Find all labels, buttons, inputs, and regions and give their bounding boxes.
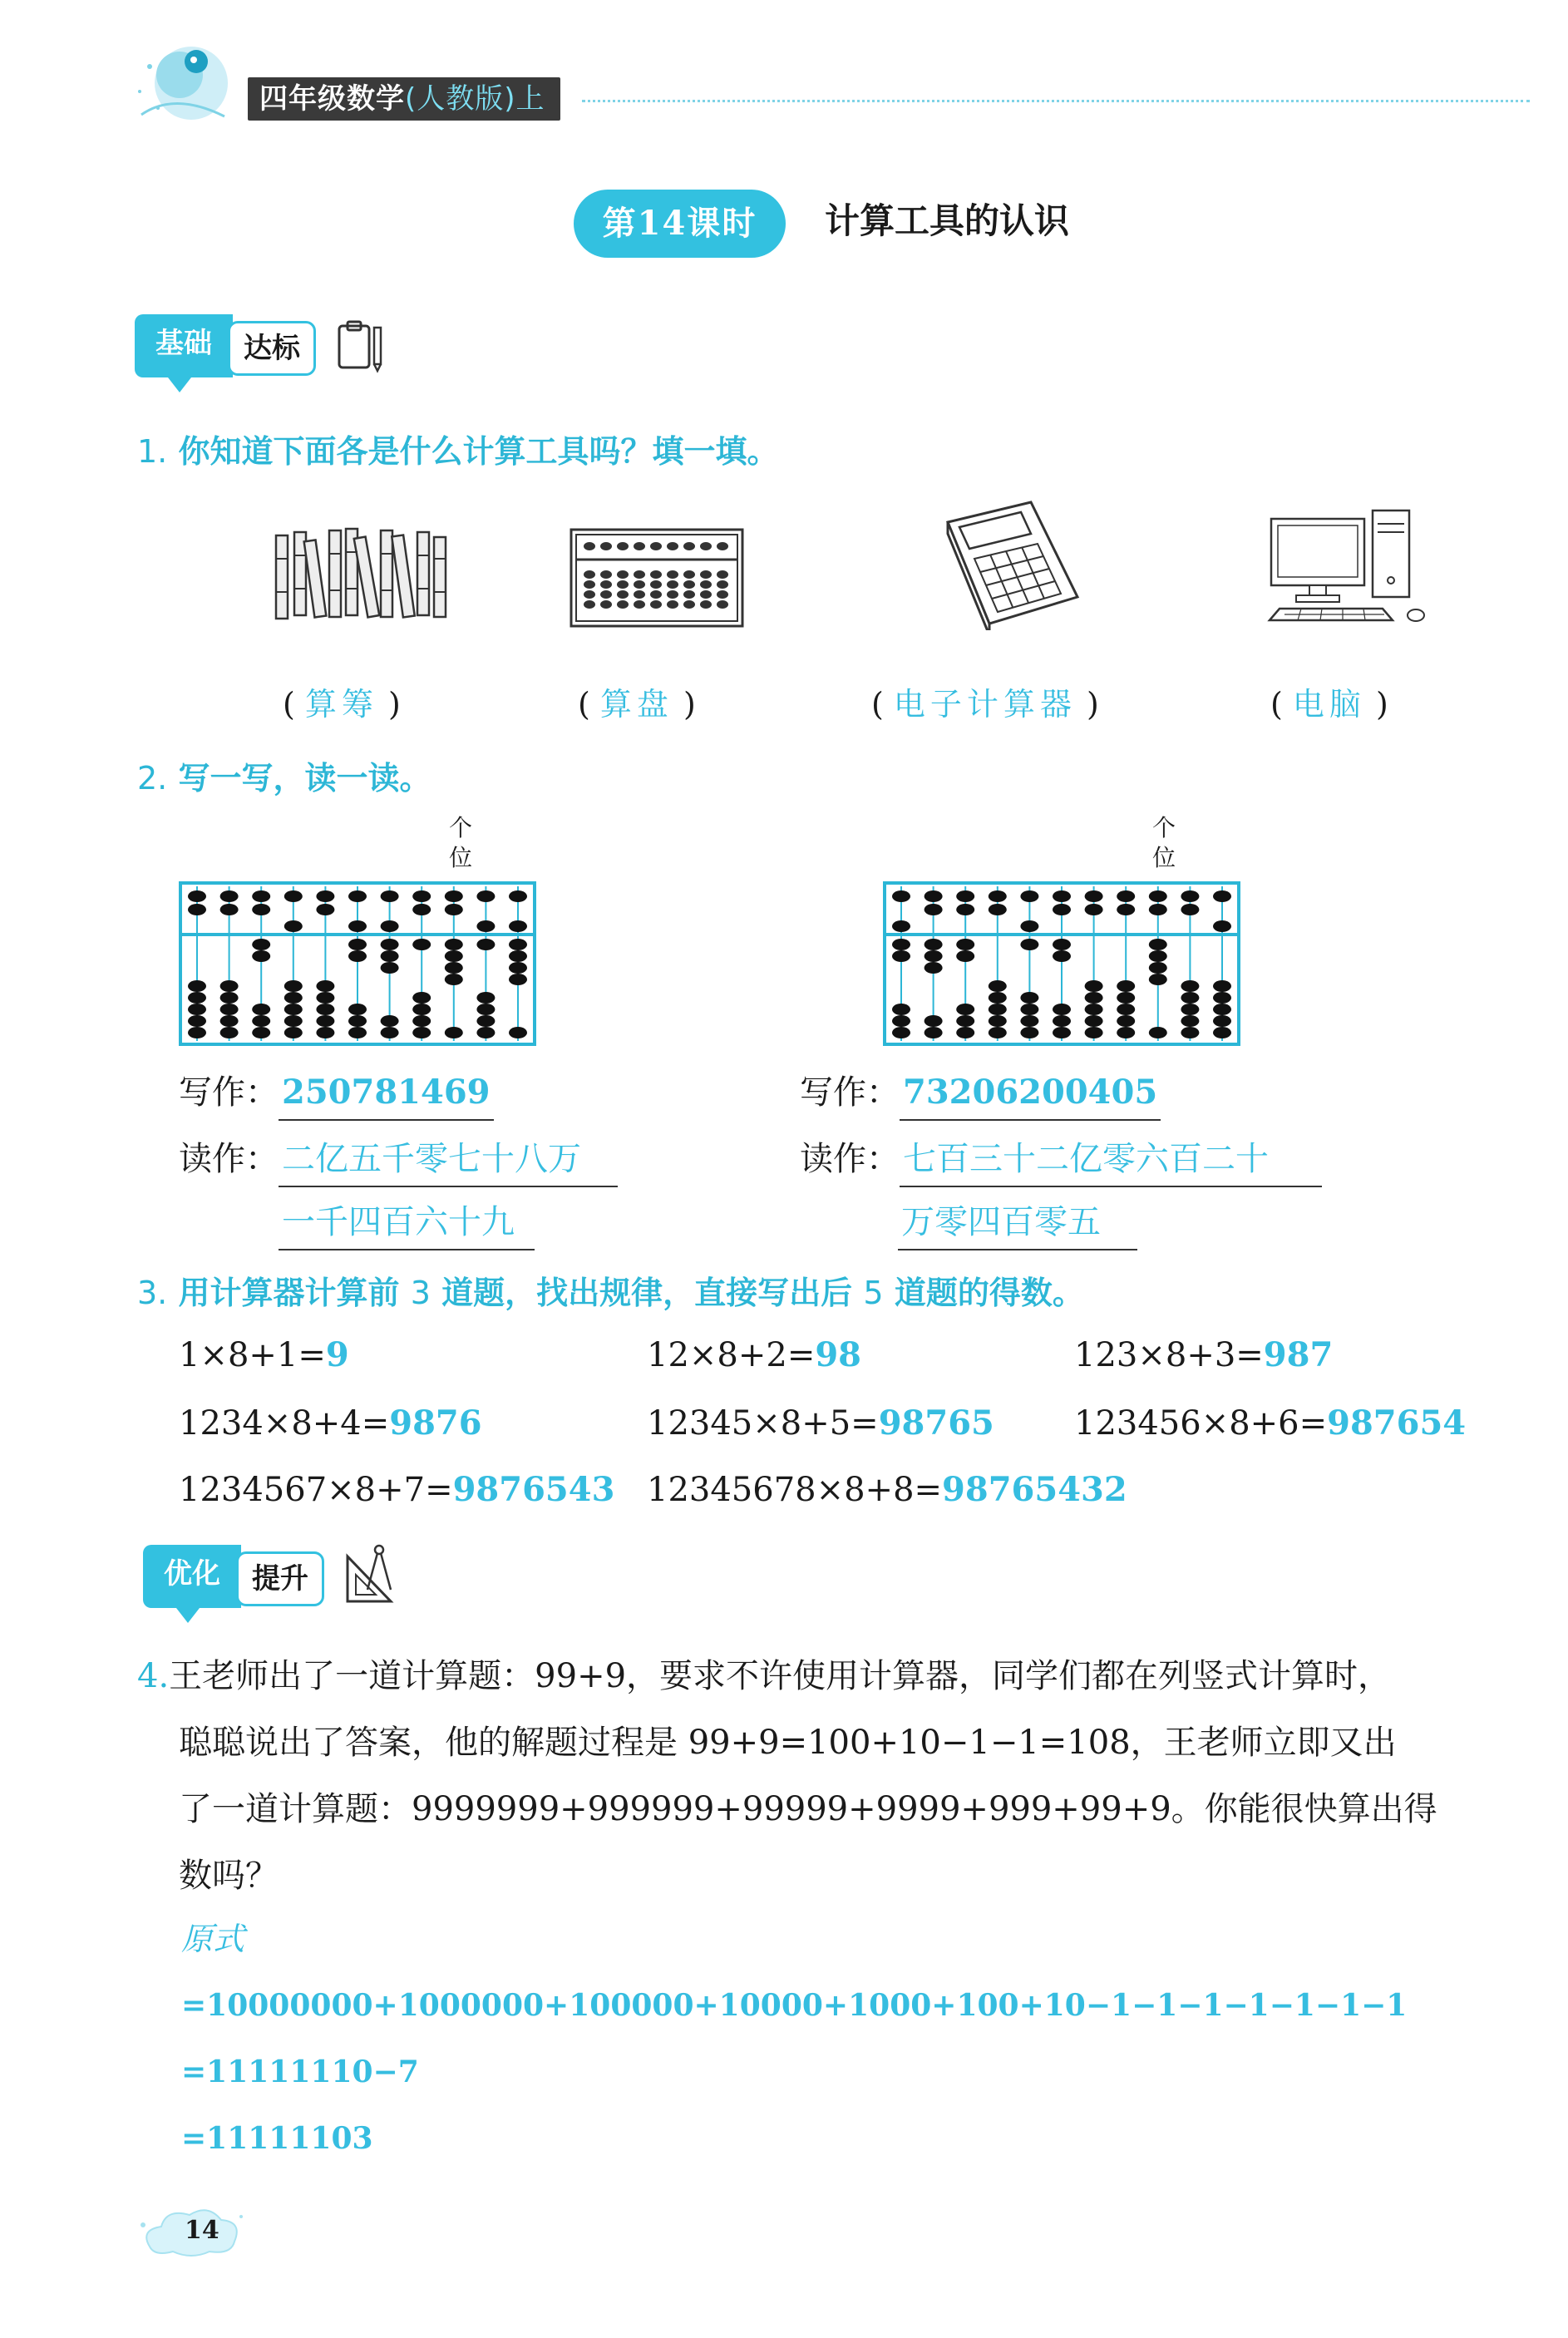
abacus-bead (892, 1004, 910, 1015)
abacus-bead (381, 890, 399, 902)
equation (179, 1330, 349, 1380)
abacus-bead (925, 1027, 943, 1038)
abacus-bead (1085, 1015, 1103, 1027)
abacus-bead (509, 890, 527, 902)
question-4 (137, 1643, 1567, 1709)
equation-expr: 12345678×8+8= (647, 1471, 943, 1509)
abacus-bead (1053, 1027, 1071, 1038)
abacus-bead (316, 992, 334, 1004)
abacus-bead (925, 950, 943, 962)
question-number: 2. (137, 760, 168, 797)
abacus-bead (412, 904, 431, 915)
equation-expr: 123×8+3= (1074, 1336, 1264, 1374)
abacus-bead (188, 980, 206, 992)
abacus-bead (1085, 904, 1103, 915)
abacus-bead (989, 890, 1007, 902)
equation (179, 1465, 614, 1515)
abacus-bead (509, 962, 527, 974)
abacus-bead (1149, 1027, 1167, 1038)
label-char: 个 (1152, 814, 1176, 841)
abacus-bead (1213, 920, 1231, 932)
abacus-bead (1085, 980, 1103, 992)
abacus-bead (1181, 980, 1199, 992)
write-label: 写作： (800, 1073, 900, 1112)
abacus-bead (1053, 890, 1071, 902)
lesson-title: 计算工具的认识 (825, 200, 1070, 241)
equation-answer: 987 (1263, 1335, 1334, 1374)
abacus-bead (412, 992, 431, 1004)
abacus-bead (956, 1015, 974, 1027)
answer-text: 电脑 (1292, 686, 1366, 723)
page-number: 14 (185, 2216, 219, 2245)
abacus-bead (1213, 992, 1231, 1004)
abacus-bead (316, 1015, 334, 1027)
book-title-banner (248, 77, 560, 121)
abacus-bead (348, 1027, 367, 1038)
abacus-bead (348, 1004, 367, 1015)
abacus-bead (348, 939, 367, 950)
abacus-bead (476, 890, 495, 902)
abacus-bead (1053, 950, 1071, 962)
header-divider (582, 100, 1530, 102)
read-line-left (179, 1132, 618, 1187)
answer-slot-1: ( 算筹 ) (283, 686, 401, 723)
abacus-bead (188, 1004, 206, 1015)
abacus-bead (1149, 974, 1167, 985)
section-badge-label: 优化 (143, 1545, 241, 1608)
abacus-bead (1117, 1015, 1135, 1027)
question-text: 道题的得数。 (894, 1275, 1084, 1311)
abacus-bead (892, 1015, 910, 1027)
abacus-bead (445, 904, 463, 915)
abacus-bead (1149, 904, 1167, 915)
read-line-right-2 (898, 1196, 1137, 1250)
abacus-bead (412, 939, 431, 950)
abacus-bead (252, 939, 270, 950)
write-line-right (800, 1066, 1161, 1121)
abacus-bead (1149, 890, 1167, 902)
abacus-bead (509, 939, 527, 950)
abacus-bead (989, 904, 1007, 915)
abacus-bead (1181, 1004, 1199, 1015)
abacus-bead (252, 1027, 270, 1038)
abacus-bead (412, 890, 431, 902)
equation-expr: 1234567×8+7= (179, 1471, 453, 1509)
abacus-bead (925, 939, 943, 950)
abacus-bead (381, 939, 399, 950)
abacus-bead (381, 950, 399, 962)
equation-expr: 1×8+1= (179, 1336, 326, 1374)
abacus-bead (188, 904, 206, 915)
abacus-bead (252, 890, 270, 902)
calculator-icon (931, 497, 1081, 634)
abacus-bead (476, 1027, 495, 1038)
abacus-bead (509, 920, 527, 932)
abacus-bead (1149, 950, 1167, 962)
abacus-bead (1181, 1015, 1199, 1027)
write-label: 写作： (179, 1073, 279, 1112)
abacus-bead (252, 1015, 270, 1027)
ruler-compass-icon (343, 1540, 401, 1610)
abacus-bead (1053, 1015, 1071, 1027)
abacus-bead (381, 962, 399, 974)
book-edition: (人教版)上 (405, 82, 545, 116)
equation (1074, 1330, 1333, 1380)
question-number: 3. (137, 1275, 168, 1311)
equation (647, 1465, 1127, 1515)
abacus-bead (892, 939, 910, 950)
abacus-bead (1117, 904, 1135, 915)
read-text: 二亿五千零七十八万 (279, 1132, 618, 1187)
question-4-line: 了一道计算题：9999999+999999+99999+9999+999+99+9。你能很快算出得 (179, 1790, 1437, 1828)
abacus-bead (284, 992, 303, 1004)
abacus-bead (1085, 1027, 1103, 1038)
abacus-bead (509, 950, 527, 962)
equation-answer: 98 (815, 1335, 862, 1374)
abacus-bead (284, 1027, 303, 1038)
solution-start: 原式 (181, 1921, 245, 1957)
abacus-bead (1085, 992, 1103, 1004)
abacus-bead (956, 1004, 974, 1015)
section-badge-label: 基础 (135, 314, 233, 377)
answer-slot-3: ( 电子计算器 ) (871, 686, 1099, 723)
abacus-bead (220, 1027, 239, 1038)
label-char: 位 (449, 844, 473, 871)
abacus-bead (220, 1004, 239, 1015)
read-label: 读作： (800, 1140, 900, 1178)
abacus-bead (188, 1027, 206, 1038)
abacus-bead (220, 904, 239, 915)
counting-rods-icon (274, 525, 449, 629)
solution-step: =11111110−7 (181, 2054, 419, 2089)
abacus-bead (1117, 890, 1135, 902)
abacus-bead (252, 950, 270, 962)
book-title: 四年级数学 (259, 82, 405, 116)
abacus-bead (1117, 1004, 1135, 1015)
read-line-left-2 (279, 1196, 535, 1250)
abacus-bead (956, 939, 974, 950)
label-char: 位 (1152, 844, 1176, 871)
ones-place-label (449, 813, 472, 873)
question-count: 5 (863, 1275, 884, 1311)
question-text: 王老师出了一道计算题：99+9，要求不许使用计算器，同学们都在列竖式计算时， (169, 1657, 1392, 1695)
abacus-bead (1020, 939, 1038, 950)
abacus-bead (284, 1015, 303, 1027)
abacus-bead (316, 980, 334, 992)
abacus-bead (956, 1027, 974, 1038)
question-number: 1. (137, 433, 168, 470)
abacus-bead (1117, 992, 1135, 1004)
abacus-bead (1053, 904, 1071, 915)
header-logo (125, 33, 249, 133)
section-badge-basic (135, 314, 351, 377)
question-number: 4. (137, 1657, 170, 1695)
abacus-bead (1149, 962, 1167, 974)
written-number: 73206200405 (900, 1066, 1161, 1121)
abacus-bead (956, 890, 974, 902)
read-text: 万零四百零五 (898, 1196, 1137, 1250)
abacus-bead (445, 1027, 463, 1038)
abacus-bead (1181, 904, 1199, 915)
abacus-bead (925, 962, 943, 974)
abacus-bead (476, 992, 495, 1004)
abacus-bead (316, 1027, 334, 1038)
abacus-bead (1020, 890, 1038, 902)
question-text: 写一写，读一读。 (178, 760, 431, 797)
abacus-bead (188, 992, 206, 1004)
equation (179, 1398, 482, 1448)
abacus-bead (220, 890, 239, 902)
abacus-bead (284, 980, 303, 992)
abacus-bead (925, 904, 943, 915)
abacus-bead (188, 890, 206, 902)
computer-icon (1260, 506, 1434, 629)
question-1 (137, 426, 779, 471)
written-number: 250781469 (279, 1066, 494, 1121)
equation-answer: 98765432 (942, 1470, 1127, 1509)
equation-answer: 9876543 (452, 1470, 615, 1509)
abacus-bead (1149, 939, 1167, 950)
abacus-bead (989, 1015, 1007, 1027)
abacus-bead (284, 890, 303, 902)
abacus-bead (1053, 939, 1071, 950)
abacus-bead (925, 890, 943, 902)
abacus-bead (989, 992, 1007, 1004)
abacus-bead (956, 950, 974, 962)
label-char: 个 (449, 814, 473, 841)
read-text: 一千四百六十九 (279, 1196, 535, 1250)
abacus-bead (445, 950, 463, 962)
question-3 (137, 1267, 1084, 1313)
abacus-bead (220, 992, 239, 1004)
question-4-line: 聪聪说出了答案，他的解题过程是 99+9=100+10−1−1=108，王老师立即又出 (179, 1724, 1397, 1762)
abacus-bead (1213, 980, 1231, 992)
abacus-bead (1181, 1027, 1199, 1038)
abacus-bead (220, 980, 239, 992)
abacus-bead (989, 1004, 1007, 1015)
equation (647, 1330, 861, 1380)
abacus-bead (445, 974, 463, 985)
abacus-bead (412, 1015, 431, 1027)
abacus-bead (1020, 992, 1038, 1004)
abacus-bead (989, 1027, 1007, 1038)
abacus-bead (476, 1004, 495, 1015)
abacus-bead (509, 974, 527, 985)
answer-slot-4: ( 电脑 ) (1270, 686, 1388, 723)
solution-step: =10000000+1000000+100000+10000+1000+100+10−1−1−1−1−1−1−1 (181, 1988, 1408, 2023)
abacus-bead (220, 1015, 239, 1027)
equation (1074, 1398, 1466, 1448)
question-text: 道题，找出规律，直接写出后 (441, 1275, 853, 1311)
abacus-bead (284, 1004, 303, 1015)
answer-text: 电子计算器 (893, 686, 1077, 723)
equation-expr: 12×8+2= (647, 1336, 816, 1374)
question-text: 用计算器计算前 (178, 1275, 400, 1311)
abacus-bead (1181, 992, 1199, 1004)
abacus-diagram-left (179, 881, 536, 1049)
abacus-bead (1181, 890, 1199, 902)
abacus-bead (989, 980, 1007, 992)
abacus-bead (892, 1027, 910, 1038)
read-line-right (800, 1132, 1322, 1187)
ones-place-label (1152, 813, 1176, 873)
abacus-bead (892, 950, 910, 962)
abacus-bead (348, 890, 367, 902)
solution-step: =11111103 (181, 2121, 373, 2156)
section-badge-advanced (143, 1545, 359, 1608)
abacus-bead (445, 939, 463, 950)
abacus-bead (445, 962, 463, 974)
clipboard-icon (333, 318, 391, 379)
equation-expr: 12345×8+5= (647, 1404, 879, 1443)
equation-answer: 9 (325, 1335, 349, 1374)
equation (647, 1398, 994, 1448)
abacus-bead (1117, 1027, 1135, 1038)
equation-answer: 98765 (878, 1403, 994, 1443)
abacus-bead (1020, 920, 1038, 932)
equation-expr: 123456×8+6= (1074, 1404, 1328, 1443)
abacus-bead (476, 1015, 495, 1027)
write-line-left (179, 1066, 494, 1121)
answer-text: 算盘 (599, 686, 673, 723)
abacus-bead (1213, 1004, 1231, 1015)
lesson-number-badge: 第14课时 (574, 190, 786, 258)
abacus-bead (348, 1015, 367, 1027)
abacus-bead (252, 904, 270, 915)
abacus-bead (381, 920, 399, 932)
abacus-icon (570, 528, 744, 631)
abacus-bead (188, 1015, 206, 1027)
abacus-bead (412, 1004, 431, 1015)
abacus-bead (1053, 1004, 1071, 1015)
abacus-bead (1213, 1027, 1231, 1038)
abacus-bead (1085, 1004, 1103, 1015)
abacus-bead (1213, 1015, 1231, 1027)
question-4-line (137, 1643, 1567, 1709)
abacus-bead (348, 950, 367, 962)
abacus-bead (316, 904, 334, 915)
abacus-bead (412, 1027, 431, 1038)
abacus-bead (381, 1015, 399, 1027)
question-count: 3 (410, 1275, 431, 1311)
section-badge-sublabel: 达标 (228, 321, 316, 376)
abacus-bead (1085, 890, 1103, 902)
abacus-bead (1020, 1004, 1038, 1015)
abacus-bead (1020, 1015, 1038, 1027)
read-text: 七百三十二亿零六百二十 (900, 1132, 1322, 1187)
abacus-bead (445, 890, 463, 902)
equation-expr: 1234×8+4= (179, 1404, 390, 1443)
abacus-bead (316, 890, 334, 902)
read-label: 读作： (179, 1140, 279, 1178)
section-badge-sublabel: 提升 (236, 1551, 324, 1606)
abacus-bead (925, 1015, 943, 1027)
abacus-bead (381, 1027, 399, 1038)
question-text: 你知道下面各是什么计算工具吗？填一填。 (178, 433, 779, 470)
abacus-bead (476, 939, 495, 950)
question-4-line: 数吗？ (179, 1857, 279, 1895)
abacus-bead (348, 920, 367, 932)
equation-answer: 9876 (389, 1403, 482, 1443)
answer-text: 算筹 (304, 686, 378, 723)
abacus-bead (956, 904, 974, 915)
abacus-bead (1213, 890, 1231, 902)
abacus-bead (892, 920, 910, 932)
abacus-bead (252, 1004, 270, 1015)
answer-slot-2: ( 算盘 ) (578, 686, 696, 723)
equation-answer: 987654 (1327, 1403, 1467, 1443)
abacus-bead (1117, 980, 1135, 992)
abacus-bead (892, 890, 910, 902)
abacus-diagram-right (883, 881, 1240, 1049)
abacus-bead (509, 1027, 527, 1038)
abacus-bead (476, 920, 495, 932)
abacus-bead (316, 1004, 334, 1015)
abacus-bead (1020, 1027, 1038, 1038)
question-2 (137, 752, 431, 798)
abacus-bead (284, 920, 303, 932)
